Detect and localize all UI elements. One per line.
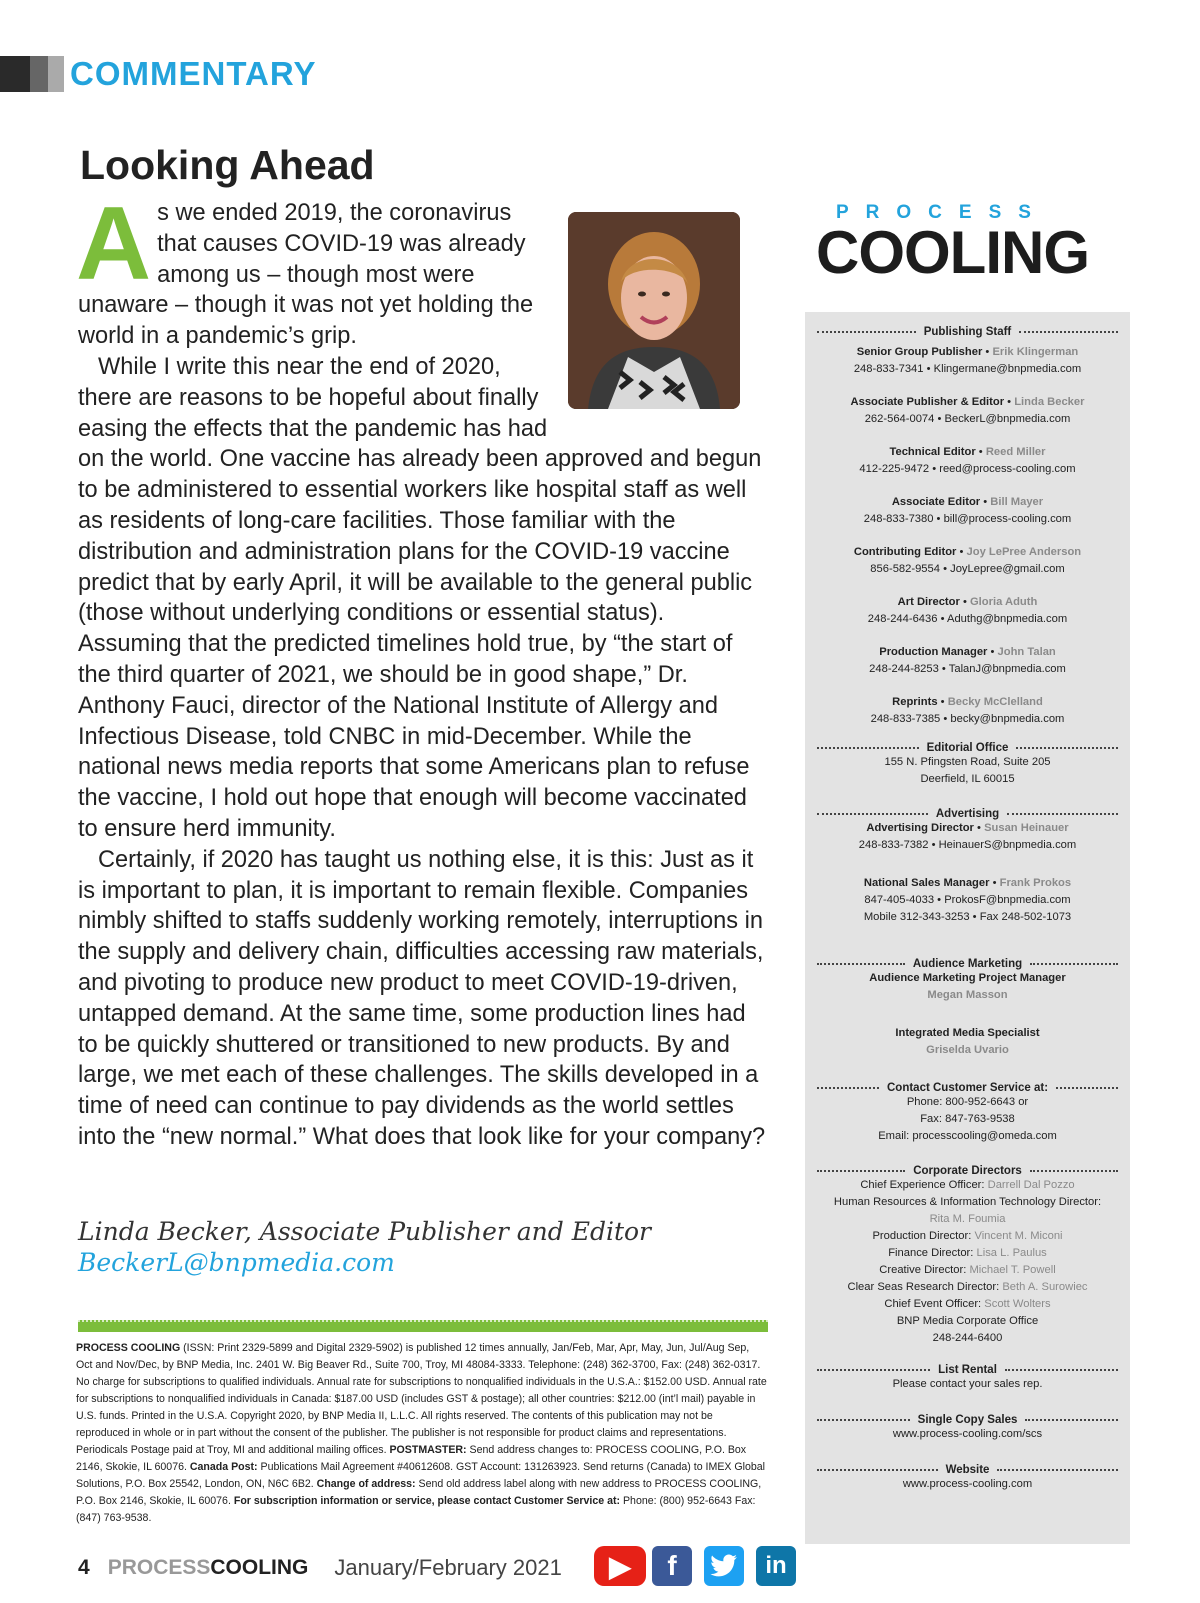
publication-statement bbox=[76, 1340, 768, 1527]
staff-entry: Production Manager • John Talan 248-244-8253 • TalanJ@bnpmedia.com bbox=[869, 646, 1066, 675]
fp-t2: Send address changes to: PROCESS COOLING, P.O. Box 2146, Skokie, IL 60076. bbox=[76, 1444, 747, 1473]
staff-entry: Contributing Editor • Joy LePree Anderson 856-582-9554 • JoyLepree@gmail.com bbox=[853, 546, 1082, 575]
facebook-icon[interactable]: f bbox=[652, 1546, 692, 1586]
customer-service-heading: Contact Customer Service at: bbox=[817, 1082, 1118, 1094]
paragraph-1-text: s we ended 2019, the coronavirus that causes COVID-19 was already among us – though most were unaware – though it was not yet holding the world in a pandemic’s grip. bbox=[78, 200, 534, 350]
corporate-directors-block: Corporate Directors Chief Experience Officer: Darrell Dal Pozzo Human Resources & Information Technology Director: Rita M. Foumia Production Director: Vincent M. Miconi Finance Director: Lisa L. Paulus Creative Director: Michael T. Powell Clear Seas Research Director: Beth A. Surowiec Chief Event Officer: Scott Wolters BNP Media Corporate Office 248-244-6400 bbox=[805, 1165, 1130, 1347]
fp-t1: (ISSN: Print 2329-5899 and Digital 2329-5902) is published 12 times annually, Jan/Feb, Mar, Apr, May, Jun, Jul/Aug Sep, Oct and Nov/Dec, by BNP Media, Inc. 2401 W. Big Beaver Rd., Suite 700, Troy, MI 48084-3333. Telephone: (248) 362-3700, Fax: (248) 362-0317. No charge for subscriptions to qualified individuals. Annual rate for subscriptions to nonqualified individuals in the U.S.A.: $152.00 USD. Annual rate for subscriptions to nonqualified individuals in Canada: $187.00 USD (includes GST & postage); all other countries: $212.00 (int’l mail) payable in U.S. funds. Printed in the U.S.A. Copyright 2020, by BNP Media II, L.L.C. All rights reserved. The contents of this publication may not be reproduced in whole or in part without the consent of the publisher. The publisher is not responsible for product claims and representations. Periodicals Postage paid at Troy, MI and additional mailing offices. bbox=[76, 1342, 767, 1456]
website-heading: Website bbox=[817, 1464, 1118, 1476]
article-title: Looking Ahead bbox=[80, 142, 375, 188]
paragraph-2: While I write this near the end of 2020, there are reasons to be hopeful about finally easing the effects that the pandemic has had on the world. One vaccine has already been approved and begun to be administered to essential workers like hospital staff as well as residents of long-care facilities. Those familiar with the distribution and administration plans for the COVID-19 vaccine predict that by early April, it will be available to the general public (those without underlying conditions or essential status). Assuming that the predicted timelines hold true, by “the start of the third quarter of 2021, we should be in good shape,” Dr. Anthony Fauci, director of the National Institute of Allergy and Infectious Disease, told CNBC in mid-December. While the national news media reports that some Americans plan to refuse the vaccine, I hold out hope that enough will become vaccinated to ensure herd immunity. bbox=[78, 353, 762, 842]
website-link[interactable]: www.process-cooling.com bbox=[902, 1478, 1033, 1490]
fp-change: Change of address: bbox=[316, 1478, 416, 1490]
header-bar-mid bbox=[30, 56, 48, 92]
signature-name: Linda Becker, Associate Publisher and Editor bbox=[78, 1217, 652, 1246]
fp-subinfo: For subscription information or service, please contact Customer Service at: bbox=[233, 1495, 621, 1507]
fp-postmaster: POSTMASTER: bbox=[389, 1444, 467, 1456]
fp-t5: Phone: (800) 952-6643 Fax: (847) 763-9538. bbox=[76, 1495, 756, 1524]
staff-entry: Associate Editor • Bill Mayer 248-833-7380 • bill@process-cooling.com bbox=[863, 496, 1072, 525]
audience-marketing-heading: Audience Marketing bbox=[817, 958, 1118, 970]
divider-rule bbox=[78, 1320, 768, 1332]
masthead-logo-cooling: COOLING bbox=[816, 219, 1089, 286]
customer-service-block: Contact Customer Service at: Phone: 800-952-6643 or Fax: 847-763-9538 Email: processcooling@omeda.com bbox=[805, 1082, 1130, 1145]
staff-entry: Senior Group Publisher • Erik Klingerman 248-833-7341 • Klingermane@bnpmedia.com bbox=[853, 346, 1082, 375]
list-rental-heading: List Rental bbox=[817, 1364, 1118, 1376]
single-copy-block bbox=[805, 1414, 1130, 1443]
editorial-office-heading: Editorial Office bbox=[817, 742, 1118, 754]
single-copy-heading: Single Copy Sales bbox=[817, 1414, 1118, 1426]
author-photo bbox=[568, 212, 740, 409]
footer-brand-process: PROCESS bbox=[107, 1556, 211, 1579]
header-bar-dark bbox=[0, 56, 30, 92]
staff-entry: Reprints • Becky McClelland 248-833-7385 • becky@bnpmedia.com bbox=[870, 696, 1065, 725]
linkedin-icon[interactable]: in bbox=[756, 1546, 796, 1586]
publishing-staff-block bbox=[805, 326, 1130, 338]
list-rental-block: List Rental Please contact your sales rep. bbox=[805, 1364, 1130, 1393]
fp-t3: Publications Mail Agreement #40612608. GST Account: 131263923. Send returns (Canada) to IMEX Global Solutions, P.O. Box 25542, London, ON, N6C 6B2. bbox=[76, 1461, 766, 1490]
staff-entry: Art Director • Gloria Aduth 248-244-6436 • Aduthg@bnpmedia.com bbox=[867, 596, 1068, 625]
footer-brand-cooling: COOLING bbox=[210, 1556, 309, 1579]
signature-email[interactable]: BeckerL@bnpmedia.com bbox=[78, 1248, 395, 1277]
article-body bbox=[76, 186, 768, 1153]
audience-marketing-block: Audience Marketing Audience Marketing Project Manager Megan Masson bbox=[805, 958, 1130, 1004]
editorial-office-block: Editorial Office 155 N. Pfingsten Road, Suite 205 Deerfield, IL 60015 bbox=[805, 742, 1130, 788]
masthead-logo-process: PROCESS bbox=[836, 202, 1048, 223]
page-footer bbox=[78, 1551, 562, 1585]
advertising-block: Advertising Advertising Director • Susan Heinauer 248-833-7382 • HeinauerS@bnpmedia.com bbox=[805, 808, 1130, 854]
corporate-directors-heading: Corporate Directors bbox=[817, 1165, 1118, 1177]
publishing-staff-heading: Publishing Staff bbox=[817, 326, 1118, 338]
audience-entry: Integrated Media Specialist Griselda Uvario bbox=[895, 1027, 1040, 1056]
fp-brand: PROCESS COOLING bbox=[76, 1342, 181, 1354]
fp-canada: Canada Post: bbox=[189, 1461, 258, 1473]
advertising-heading: Advertising bbox=[817, 808, 1118, 820]
staff-entry: Technical Editor • Reed Miller 412-225-9472 • reed@process-cooling.com bbox=[859, 446, 1076, 475]
youtube-icon[interactable]: ▶ bbox=[594, 1546, 646, 1586]
section-label: COMMENTARY bbox=[70, 55, 317, 92]
masthead-panel bbox=[805, 312, 1130, 1544]
header-bar-light bbox=[48, 56, 64, 92]
website-block bbox=[805, 1464, 1130, 1493]
page-number: 4 bbox=[78, 1556, 90, 1579]
issue-date: January/February 2021 bbox=[334, 1555, 562, 1580]
paragraph-3: Certainly, if 2020 has taught us nothing else, it is this: Just as it is important to plan, it is important to remain flexible. Companies nimbly shifted to staffs suddenly working remotely, interruptions in the supply and delivery chain, difficulties accessing raw materials, and pivoting to produce new product to meet COVID-19-driven, untapped demand. At the same time, some production lines had to be quickly shuttered or transitioned to new products. By and large, we met each of these challenges. The skills developed in a time of need can continue to pay dividends as the world settles into the “new normal.” What does that look like for your company? bbox=[78, 846, 766, 1150]
twitter-icon[interactable] bbox=[704, 1546, 744, 1586]
dropcap: A bbox=[76, 186, 152, 302]
staff-entry: Associate Publisher & Editor • Linda Becker 262-564-0074 • BeckerL@bnpmedia.com bbox=[850, 396, 1085, 425]
fp-t4: Send old address label along with new address to PROCESS COOLING, P.O. Box 2146, Skokie, IL 60076. bbox=[76, 1478, 762, 1507]
single-copy-link[interactable]: www.process-cooling.com/scs bbox=[892, 1428, 1043, 1440]
advertising-entry: National Sales Manager • Frank Prokos 847-405-4033 • ProkosF@bnpmedia.com Mobile 312-343-3253 • Fax 248-502-1073 bbox=[863, 877, 1072, 923]
